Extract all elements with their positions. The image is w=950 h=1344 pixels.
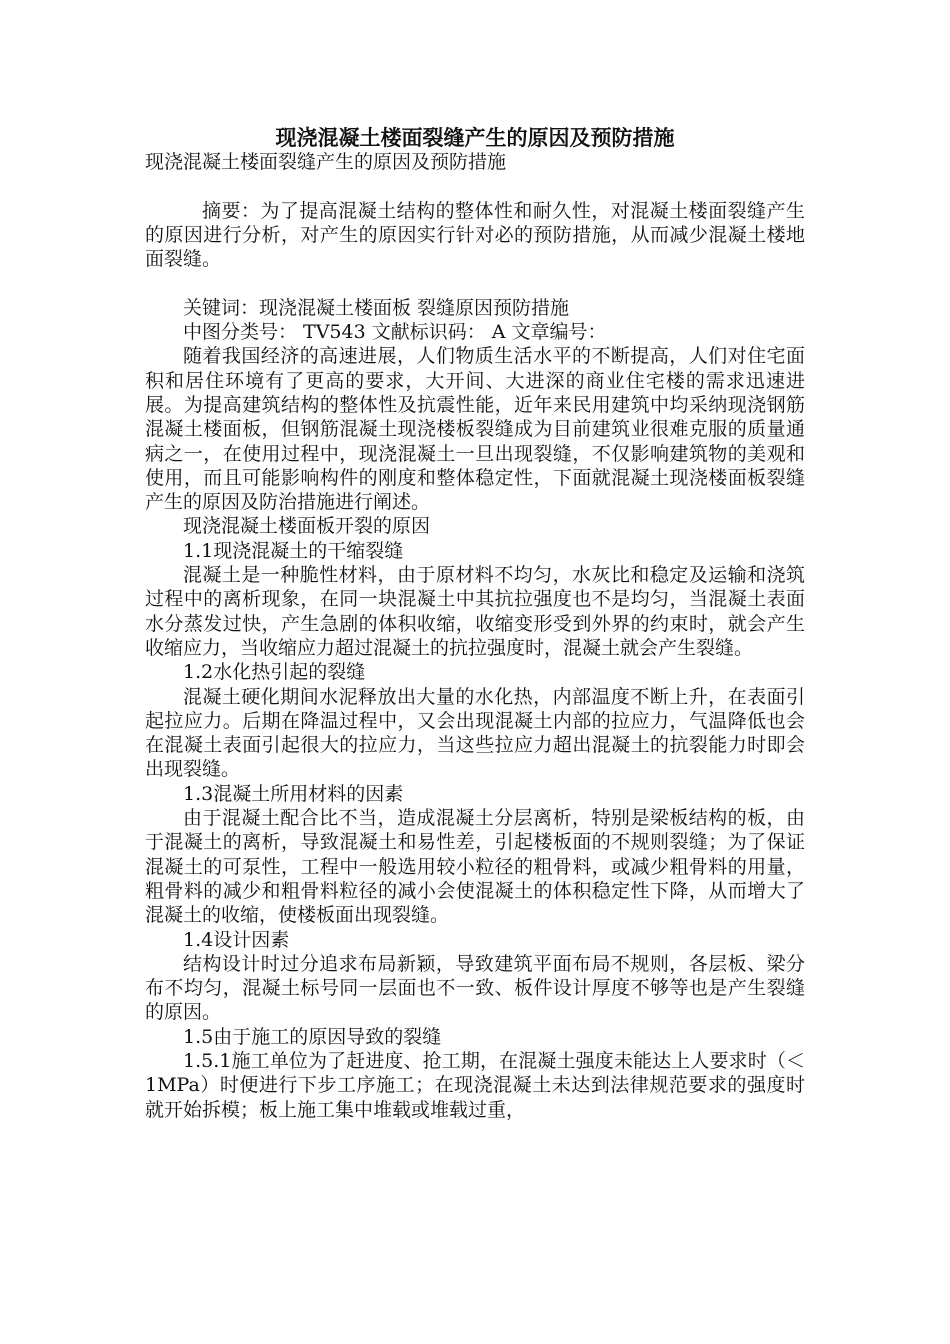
document-title: 现浇混凝土楼面裂缝产生的原因及预防措施 [275,125,675,150]
subsection-body-1-2: 混凝土硬化期间水泥释放出大量的水化热，内部温度不断上升，在表面引起拉应力。后期在降温过程中，又会出现混凝土内部的拉应力，气温降低也会在混凝土表面引起很大的拉应力，当这些拉应力超出混凝土的抗裂能力时即会出现裂缝。 [145,685,805,781]
subsection-heading-1-5: 1.5由于施工的原因导致的裂缝 [183,1025,442,1048]
intro-paragraph: 随着我国经济的高速进展，人们物质生活水平的不断提高，人们对住宅面积和居住环境有了更高的要求，大开间、大进深的商业住宅楼的需求迅速进展。为提高建筑结构的整体性及抗震性能，近年来民用建筑中均采纳现浇钢筋混凝土楼面板，但钢筋混凝土现浇楼板裂缝成为目前建筑业很难克服的质量通病之一，在使用过程中，现浇混凝土一旦出现裂缝，不仅影响建筑物的美观和使用，而且可能影响构件的刚度和整体稳定性，下面就混凝土现浇楼面板裂缝产生的原因及防治措施进行阐述。 [145,345,805,514]
subsection-heading-1-3: 1.3混凝土所用材料的因素 [183,782,404,805]
abstract-paragraph: 摘要：为了提高混凝土结构的整体性和耐久性，对混凝土楼面裂缝产生的原因进行分析，对产生的原因实行针对必的预防措施，从而减少混凝土楼地面裂缝。 [145,199,805,271]
document-body [145,150,805,1122]
blank-line [145,271,805,295]
subsection-heading-1-1: 1.1现浇混凝土的干缩裂缝 [183,539,404,562]
keywords-line: 关键词：现浇混凝土楼面板 裂缝原因预防措施 [183,296,570,319]
section-heading: 现浇混凝土楼面板开裂的原因 [183,515,431,538]
subsection-body-1-4: 结构设计时过分追求布局新颖，导致建筑平面布局不规则，各层板、梁分布不均匀，混凝土标号同一层面也不一致、板件设计厚度不够等也是产生裂缝的原因。 [145,952,805,1024]
subsection-heading-1-2: 1.2水化热引起的裂缝 [183,661,366,684]
subsection-body-1-5-1: 1.5.1施工单位为了赶进度、抢工期，在混凝土强度未能达上人要求时（＜1MPa）时便进行下步工序施工；在现浇混凝土未达到法律规范要求的强度时就开始拆模；板上施工集中堆载或堆载过重， [145,1049,805,1121]
subsection-body-1-1: 混凝土是一种脆性材料，由于原材料不均匀，水灰比和稳定及运输和浇筑过程中的离析现象，在同一块混凝土中其抗拉强度也不是均匀，当混凝土表面水分蒸发过快，产生急剧的体积收缩，收缩变形受到外界的约束时，就会产生收缩应力，当收缩应力超过混凝土的抗拉强度时，混凝土就会产生裂缝。 [145,564,805,659]
document-subtitle: 现浇混凝土楼面裂缝产生的原因及预防措施 [145,151,507,173]
blank-line [145,174,805,198]
subsection-body-1-3: 由于混凝土配合比不当，造成混凝土分层离析，特别是梁板结构的板，由于混凝土的离析，导致混凝土和易性差，引起楼板面的不规则裂缝；为了保证混凝土的可泵性，工程中一般选用较小粒径的粗骨料，或减少粗骨料的用量，粗骨料的减少和粗骨料粒径的减小会使混凝土的体积稳定性下降，从而增大了混凝土的收缩，使楼板面出现裂缝。 [145,807,805,927]
classification-line: 中图分类号： TV543 文献标识码： A 文章编号： [183,321,607,344]
subsection-heading-1-4: 1.4设计因素 [183,928,290,951]
